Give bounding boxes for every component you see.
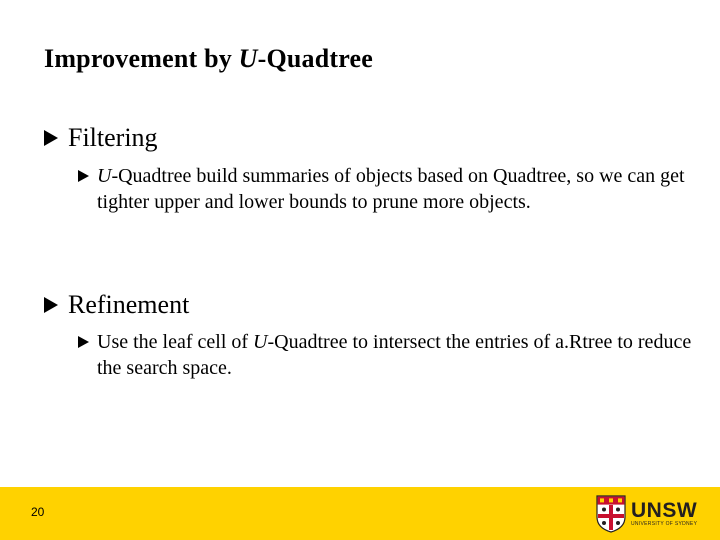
arrow-bullet-icon <box>78 170 89 182</box>
bullet-filtering-label: Filtering <box>68 123 158 152</box>
crest-icon <box>596 495 626 533</box>
text-italic: U <box>97 165 112 187</box>
footer-bar <box>0 487 720 540</box>
slide-title <box>44 44 373 74</box>
title-suffix: -Quadtree <box>257 44 374 73</box>
sub-bullet-refinement-text <box>97 329 698 381</box>
sub-bullet-filtering <box>78 163 698 215</box>
title-prefix: Improvement by <box>44 44 239 73</box>
text-before: Use the leaf cell of <box>97 331 254 353</box>
logo-text <box>631 500 697 528</box>
arrow-bullet-icon <box>44 130 58 146</box>
text-after: -Quadtree to intersect the entries of a.Rtree to reduce the search space. <box>97 331 692 379</box>
sub-bullet-refinement <box>78 329 698 381</box>
arrow-bullet-icon <box>44 297 58 313</box>
bullet-filtering <box>44 123 158 153</box>
sub-bullet-filtering-text <box>97 163 698 215</box>
unsw-logo <box>596 494 706 534</box>
arrow-bullet-icon <box>78 336 89 348</box>
logo-subtitle: UNIVERSITY OF SYDNEY <box>631 521 698 527</box>
text-italic: U <box>253 331 268 353</box>
bullet-refinement-label: Refinement <box>68 290 190 319</box>
bullet-refinement <box>44 290 189 320</box>
text-rest: -Quadtree build summaries of objects based on Quadtree, so we can get tighter upper and lower bounds to prune more objects. <box>97 165 685 213</box>
logo-word: UNSW <box>631 499 698 522</box>
page-number: 20 <box>31 505 45 519</box>
title-italic: U <box>238 44 258 73</box>
